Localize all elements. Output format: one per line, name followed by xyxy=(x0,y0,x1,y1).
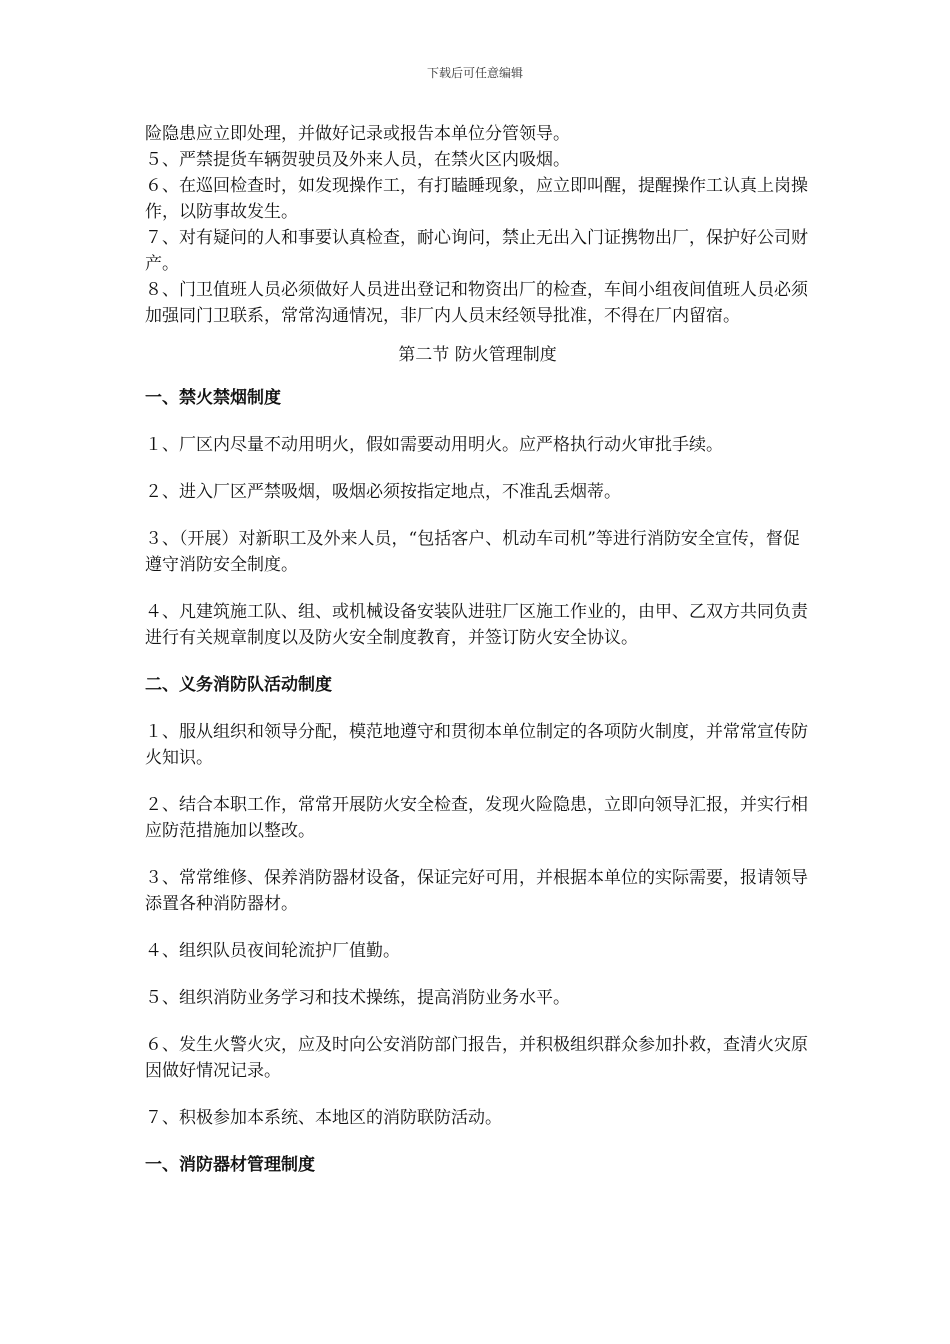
paragraph: ８、门卫值班人员必须做好人员进出登记和物资出厂的检查，车间小组夜间值班人员必须加强同门卫联系，常常沟通情况，非厂内人员末经领导批准，不得在厂内留宿。 xyxy=(145,280,808,326)
heading-fire-brigade: 二、义务消防队活动制度 xyxy=(145,675,332,695)
list-item: ７、积极参加本系统、本地区的消防联防活动。 xyxy=(145,1108,502,1128)
top-block xyxy=(145,121,810,329)
list-item: ６、发生火警火灾，应及时向公安消防部门报告，并积极组织群众参加扑救，查清火灾原因做好情况记录。 xyxy=(145,1035,808,1081)
heading-equipment: 一、消防器材管理制度 xyxy=(145,1155,315,1175)
list-item: ３、（开展）对新职工及外来人员，“包括客户、机动车司机”等进行消防安全宣传，督促遵守消防安全制度。 xyxy=(145,529,800,575)
list-item: ３、常常维修、保养消防器材设备，保证完好可用，并根据本单位的实际需要，报请领导添置各种消防器材。 xyxy=(145,868,808,914)
list-item: ５、组织消防业务学习和技术操练，提高消防业务水平。 xyxy=(145,988,570,1008)
list-item: ４、组织队员夜间轮流护厂值勤。 xyxy=(145,941,400,961)
paragraph: ６、在巡回检查时，如发现操作工，有打瞌睡现象，应立即叫醒，提醒操作工认真上岗操作，以防事故发生。 xyxy=(145,176,808,222)
paragraph: ７、对有疑问的人和事要认真检查，耐心询问，禁止无出入门证携物出厂，保护好公司财产。 xyxy=(145,228,808,274)
header-note: 下载后可任意编辑 xyxy=(426,66,523,80)
list-item: ２、进入厂区严禁吸烟，吸烟必须按指定地点，不准乱丢烟蒂。 xyxy=(145,482,621,502)
heading-no-smoking: 一、禁火禁烟制度 xyxy=(145,388,281,408)
paragraph: 险隐患应立即处理，并做好记录或报告本单位分管领导。 xyxy=(145,124,570,144)
paragraph: ５、严禁提货车辆贺驶员及外来人员，在禁火区内吸烟。 xyxy=(145,150,570,170)
list-item: ４、凡建筑施工队、组、或机械设备安装队进驻厂区施工作业的，由甲、乙双方共同负责进行有关规章制度以及防火安全制度教育，并签订防火安全协议。 xyxy=(145,602,808,648)
document-body xyxy=(145,121,810,1199)
list-item: ２、结合本职工作，常常开展防火安全检查，发现火险隐患，立即向领导汇报，并实行相应防范措施加以整改。 xyxy=(145,795,808,841)
list-item: １、服从组织和领导分配，模范地遵守和贯彻本单位制定的各项防火制度，并常常宣传防火知识。 xyxy=(145,722,808,768)
list-item: １、厂区内尽量不动用明火，假如需要动用明火。应严格执行动火审批手续。 xyxy=(145,435,723,455)
section-title: 第二节 防火管理制度 xyxy=(398,345,557,365)
